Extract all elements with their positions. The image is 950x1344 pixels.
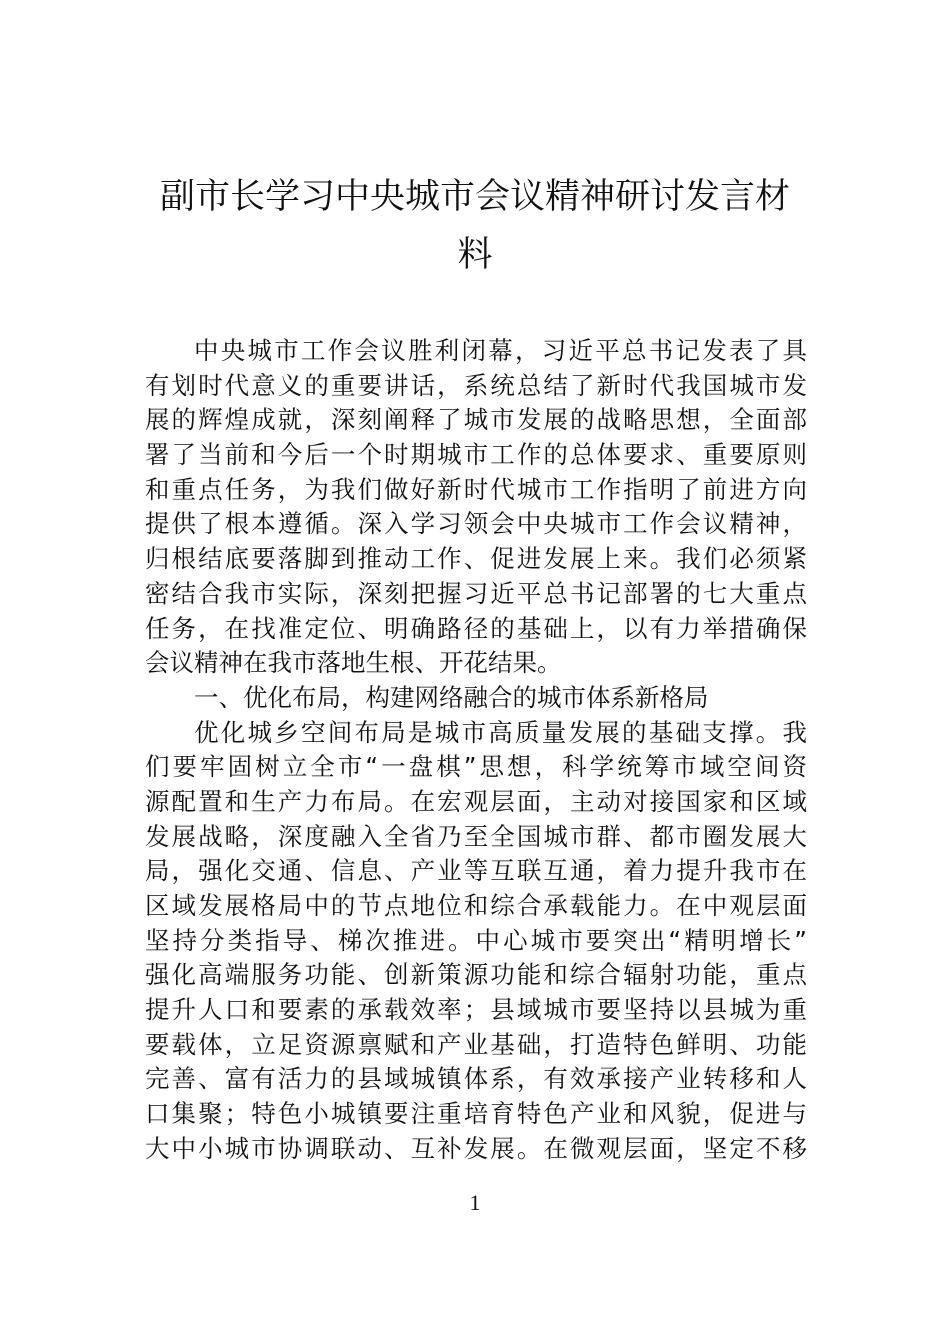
paragraph-1-line-8: 密结合我市实际，深刻把握习近平总书记部署的七大重点 [145,578,807,608]
paragraph-2-line-9: 提升人口和要素的承载效率；县域城市要坚持以县城为重 [145,995,807,1025]
paragraph-1-line-9: 任务，在找准定位、明确路径的基础上，以有力举措确保 [145,613,807,643]
paragraph-2-line-5: 局，强化交通、信息、产业等互联互通，着力提升我市在 [145,856,807,886]
paragraph-1-line-5: 和重点任务，为我们做好新时代城市工作指明了前进方向 [145,474,807,504]
paragraph-1-line-4: 署了当前和今后一个时期城市工作的总体要求、重要原则 [145,440,807,470]
paragraph-1-line-6: 提供了根本遵循。深入学习领会中央城市工作会议精神， [145,509,807,539]
title-line-2: 料 [457,235,493,275]
page-number: 1 [469,1190,481,1215]
paragraph-2-line-1: 优化城乡空间布局是城市高质量发展的基础支撑。我 [194,717,807,747]
paragraph-2-line-10: 要载体，立足资源禀赋和产业基础，打造特色鲜明、功能 [145,1029,807,1059]
paragraph-2-line-3: 源配置和生产力布局。在宏观层面，主动对接国家和区域 [145,786,807,816]
paragraph-1-line-10: 会议精神在我市落地生根、开花结果。 [145,648,562,678]
paragraph-1-line-2: 有划时代意义的重要讲话，系统总结了新时代我国城市发 [145,370,807,400]
document-title [140,168,810,284]
paragraph-2-line-8: 强化高端服务功能、创新策源功能和综合辐射功能，重点 [145,960,807,990]
section-heading-1: 一、优化布局，构建网络融合的城市体系新格局 [194,682,709,712]
paragraph-2-line-12: 口集聚；特色小城镇要注重培育特色产业和风貌，促进与 [145,1099,807,1129]
paragraph-2-line-4: 发展战略，深度融入全省乃至全国城市群、都市圈发展大 [145,821,807,851]
title-line-1: 副市长学习中央城市会议精神研讨发言材 [159,177,790,217]
paragraph-1-line-1: 中央城市工作会议胜利闭幕，习近平总书记发表了具 [194,336,807,365]
paragraph-2-line-11: 完善、富有活力的县域城镇体系，有效承接产业转移和人 [145,1064,807,1094]
paragraph-1-line-7: 归根结底要落脚到推动工作、促进发展上来。我们必须紧 [145,544,807,574]
paragraph-2-line-2: 们要牢固树立全市“一盘棋”思想，科学统筹市域空间资 [145,752,807,782]
paragraph-2-line-7: 坚持分类指导、梯次推进。中心城市要突出“精明增长” [145,925,807,955]
paragraph-2-line-6: 区域发展格局中的节点地位和综合承载能力。在中观层面 [145,891,807,920]
document-body [145,334,807,1167]
paragraph-2-line-13: 大中小城市协调联动、互补发展。在微观层面，坚定不移 [145,1133,807,1163]
paragraph-1-line-3: 展的辉煌成就，深刻阐释了城市发展的战略思想，全面部 [145,405,807,435]
